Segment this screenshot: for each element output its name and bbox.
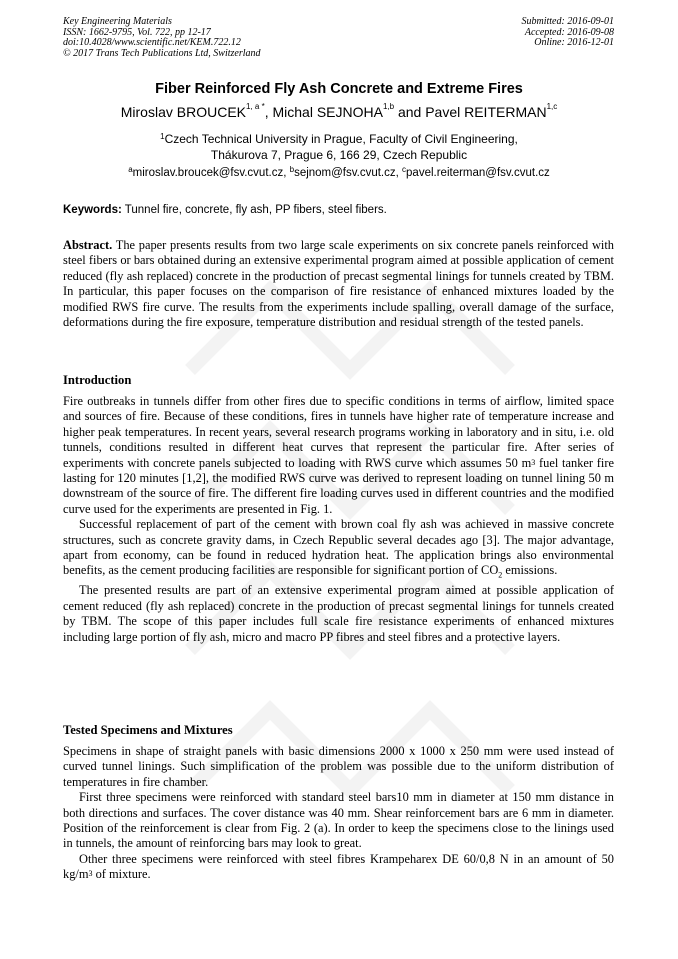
submission-dates	[522, 17, 615, 49]
journal-copyright: © 2017 Trans Tech Publications Ltd, Switzerland	[63, 47, 261, 59]
paragraph	[63, 517, 614, 583]
author-affiliation-mark: 1,b	[382, 102, 395, 111]
author-name: Miroslav BROUCEK	[120, 104, 246, 120]
accepted-date: Accepted: 2016-09-08	[524, 26, 614, 38]
paragraph	[63, 394, 614, 517]
email-mark: b	[289, 165, 295, 174]
email-link[interactable]: pavel.reiterman@fsv.cvut.cz	[406, 167, 550, 179]
superscript: 3	[88, 869, 93, 879]
author-separator: and	[394, 104, 426, 120]
abstract-text: The paper presents results from two large scale experiments on six concrete panels reinforced with steel fibers or bars obtained during an extensive experimental program aimed at possible application of cement reduced (fly ash replaced) concrete in the production of precast segmental linings for tunnels created by TBM. In particular, this paper focuses on the comparison of fire resistance of enhanced mixtures loaded by the modified RWS fire curve. The results from the experiments include spalling, overall damage of the surface, deformations during the fire exposure, temperature distribution and residual strength of the tested panels.	[63, 238, 614, 330]
superscript: 3	[531, 457, 536, 467]
email-mark: a	[128, 165, 133, 174]
author-list	[0, 104, 678, 120]
journal-name: Key Engineering Materials	[63, 16, 172, 27]
affiliation	[0, 131, 678, 163]
keywords	[63, 204, 615, 216]
affiliation-mark: 1	[160, 132, 165, 141]
paragraph-text: Fire outbreaks in tunnels differ from other fires due to specific conditions in terms of airflow, limited space and sources of fire. Because of these conditions, fires in tunnels have higher rate of temperature increase and higher peak temperatures. In recent years, several research programs working in laboratory and in situ, i.e. old tunnels, conditions resulted in different heat curves that represent the particular fire. After series of experiments with concrete panels subjected to loading with RWS curve which assumes 50 m	[63, 394, 614, 470]
paragraph-text: emissions.	[502, 563, 558, 578]
author-affiliation-mark: 1, a *	[246, 102, 265, 111]
journal-issn: ISSN: 1662-9795, Vol. 722, pp 12-17	[63, 26, 211, 38]
online-date: Online: 2016-12-01	[534, 37, 614, 49]
paragraph: Specimens in shape of straight panels with basic dimensions 2000 x 1000 x 250 mm were used instead of curved tunnel linings. Such simplification of the problem was possible due to the uniform distribution of temperatures in fire chamber.	[63, 744, 614, 789]
paper-title: Fiber Reinforced Fly Ash Concrete and Extreme Fires	[155, 81, 523, 97]
affiliation-line: Thákurova 7, Prague 6, 166 29, Czech Republic	[210, 148, 468, 162]
paragraph	[63, 852, 614, 883]
section-heading-introduction: Introduction	[63, 373, 132, 387]
paragraph: The presented results are part of an extensive experimental program aimed at possible application of cement reduced (fly ash replaced) concrete in the production of precast segmental linings for tunnels created by TBM. The scope of this paper includes full scale fire resistance experiments of enhanced mixtures including large portion of fly ash, micro and macro PP fibres and steel fibres and a protective layers.	[63, 583, 614, 644]
paragraph-text: fuel tanker fire lasting for 120 minutes [1,2], the modified RWS curve was derived to represent loading on tunnel lining 50 m downstream of the source of fire. The different fire loading curves used in different countries and the modified curve used for the experiments are presented in Fig. 1.	[63, 455, 614, 516]
affiliation-line: Czech Technical University in Prague, Faculty of Civil Engineering,	[164, 132, 518, 146]
journal-doi: doi:10.4028/www.scientific.net/KEM.722.12	[63, 37, 241, 49]
paragraph-text: Successful replacement of part of the cement with brown coal fly ash was achieved in massive concrete structures, such as concrete gravity dams, in Czech Republic several decades ago [3]. The major advantage, apart from economy, can be found in reduced hydration heat. The application brings also environmental benefits, as the cement producing facilities are responsible for significant portion of CO	[63, 517, 614, 578]
author-emails	[0, 167, 678, 179]
paragraph-text: Other three specimens were reinforced with steel fibres Krampeharex DE 60/0,8 N in an amount of 50 kg/m	[63, 851, 614, 882]
subscript: 2	[498, 570, 503, 580]
abstract-label: Abstract.	[63, 238, 113, 252]
author-separator: ,	[264, 104, 273, 120]
author-name: Michal SEJNOHA	[272, 104, 383, 120]
submitted-date: Submitted: 2016-09-01	[521, 16, 614, 27]
section-heading-tested-specimens: Tested Specimens and Mixtures	[63, 723, 233, 737]
email-link[interactable]: sejnom@fsv.cvut.cz,	[294, 167, 403, 179]
author-name: Pavel REITERMAN	[425, 104, 547, 120]
author-affiliation-mark: 1,c	[546, 102, 558, 111]
keywords-label: Keywords:	[63, 204, 122, 216]
paragraph: First three specimens were reinforced with standard steel bars10 mm in diameter at 150 mm distance in both directions and surfaces. The cover distance was 40 mm. Shear reinforcement bars are 6 mm in diameter. Position of the reinforcement is clear from Fig. 2 (a). In order to keep the specimens close to the linings used in tunnels, the amount of reinforcing bars may look to great.	[63, 790, 614, 851]
keywords-text: Tunnel fire, concrete, fly ash, PP fibers, steel fibers.	[121, 204, 387, 216]
tested-specimens-body	[63, 744, 614, 883]
introduction-body	[63, 394, 614, 645]
email-link[interactable]: miroslav.broucek@fsv.cvut.cz,	[132, 167, 290, 179]
abstract	[63, 238, 614, 330]
journal-info	[63, 17, 261, 59]
email-mark: c	[402, 165, 407, 174]
paragraph-text: of mixture.	[92, 867, 151, 882]
